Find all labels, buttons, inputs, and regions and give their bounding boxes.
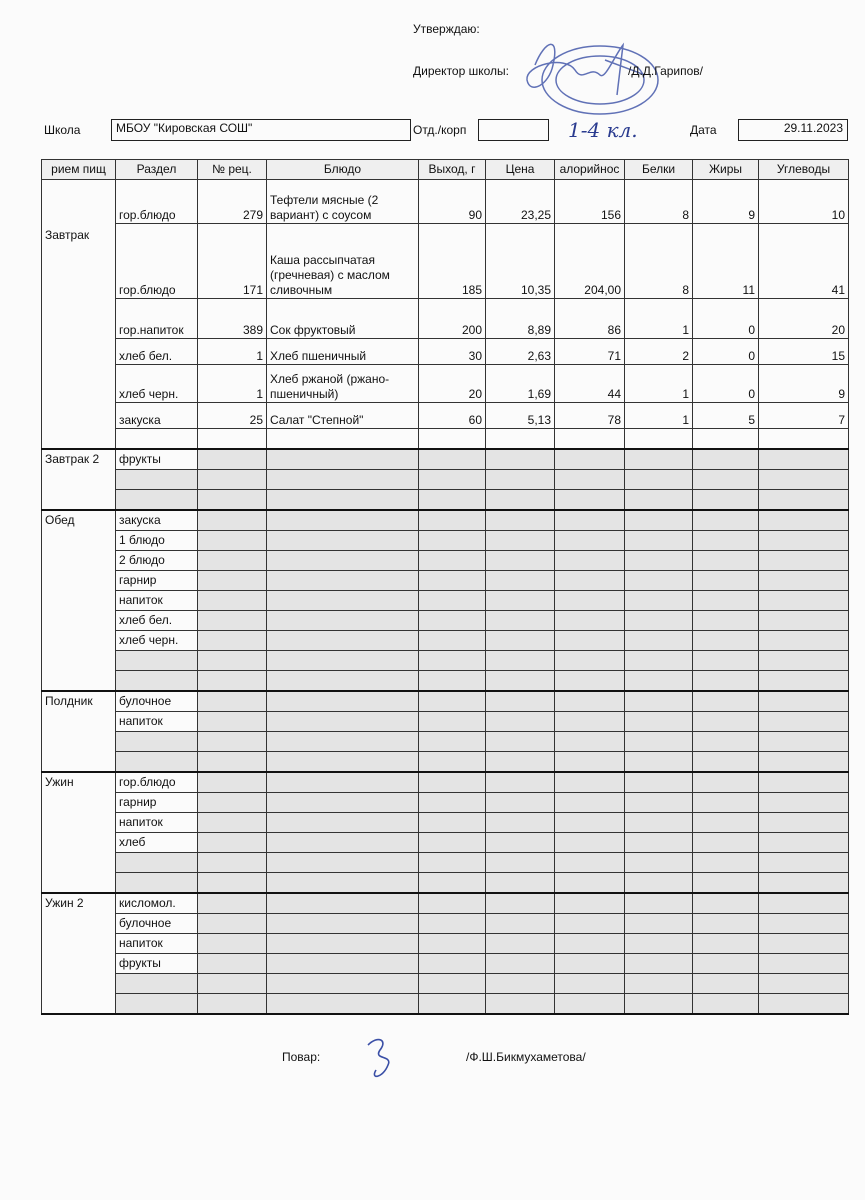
section-cell: булочное <box>116 691 198 712</box>
table-row <box>42 712 849 732</box>
fat-cell: 11 <box>693 224 759 299</box>
cook-name: /Ф.Ш.Бикмухаметова/ <box>466 1050 586 1064</box>
table-row <box>42 299 849 339</box>
recipe-cell: 1 <box>198 365 267 403</box>
fat-cell: 5 <box>693 403 759 429</box>
dish-cell: Каша рассыпчатая (гречневая) с маслом сливочным <box>267 224 419 299</box>
table-row <box>42 752 849 773</box>
recipe-cell: 25 <box>198 403 267 429</box>
dish-cell: Хлеб пшеничный <box>267 339 419 365</box>
protein-cell: 1 <box>625 403 693 429</box>
section-cell: гор.блюдо <box>116 772 198 793</box>
menu-table <box>41 159 849 1015</box>
kcal-cell: 78 <box>555 403 625 429</box>
carbs-cell: 15 <box>759 339 849 365</box>
class-note: 1-4 кл. <box>568 118 638 142</box>
section-cell: булочное <box>116 914 198 934</box>
col-yield: Выход, г <box>419 160 486 180</box>
section-cell: хлеб бел. <box>116 339 198 365</box>
section-cell: гор.напиток <box>116 299 198 339</box>
section-cell: хлеб бел. <box>116 611 198 631</box>
carbs-cell: 10 <box>759 180 849 224</box>
section-cell: кисломол. <box>116 893 198 914</box>
col-carbs: Углеводы <box>759 160 849 180</box>
protein-cell: 1 <box>625 299 693 339</box>
table-row <box>42 429 849 450</box>
cook-label: Повар: <box>282 1050 321 1064</box>
fat-cell: 9 <box>693 180 759 224</box>
table-row <box>42 551 849 571</box>
yield-cell: 30 <box>419 339 486 365</box>
protein-cell: 8 <box>625 224 693 299</box>
yield-cell: 90 <box>419 180 486 224</box>
director-name: /Д.Д.Гарипов/ <box>628 64 704 78</box>
table-row <box>42 365 849 403</box>
table-row <box>42 631 849 651</box>
col-meal: рием пищ <box>42 160 116 180</box>
section-cell: хлеб черн. <box>116 631 198 651</box>
carbs-cell: 41 <box>759 224 849 299</box>
protein-cell: 2 <box>625 339 693 365</box>
section-cell: 1 блюдо <box>116 531 198 551</box>
protein-cell: 1 <box>625 365 693 403</box>
dish-cell: Салат "Степной" <box>267 403 419 429</box>
price-cell: 5,13 <box>486 403 555 429</box>
table-row <box>42 180 849 224</box>
table-row <box>42 671 849 692</box>
approve-label: Утверждаю: <box>413 22 480 36</box>
table-row <box>42 470 849 490</box>
date-label: Дата <box>690 123 717 137</box>
date-field: 29.11.2023 <box>738 119 848 141</box>
fat-cell: 0 <box>693 299 759 339</box>
table-row <box>42 591 849 611</box>
recipe-cell: 389 <box>198 299 267 339</box>
recipe-cell: 279 <box>198 180 267 224</box>
fat-cell: 0 <box>693 339 759 365</box>
yield-cell: 200 <box>419 299 486 339</box>
kcal-cell: 44 <box>555 365 625 403</box>
dept-label: Отд./корп <box>413 123 467 137</box>
header-row <box>42 160 849 180</box>
protein-cell: 8 <box>625 180 693 224</box>
section-cell: напиток <box>116 712 198 732</box>
carbs-cell: 20 <box>759 299 849 339</box>
meal-dinner: Ужин <box>42 772 116 893</box>
yield-cell: 20 <box>419 365 486 403</box>
section-cell: напиток <box>116 934 198 954</box>
col-recipe: № рец. <box>198 160 267 180</box>
kcal-cell: 204,00 <box>555 224 625 299</box>
kcal-cell: 71 <box>555 339 625 365</box>
table-row <box>42 339 849 365</box>
col-dish: Блюдо <box>267 160 419 180</box>
table-row <box>42 873 849 894</box>
table-row <box>42 449 849 470</box>
table-row <box>42 893 849 914</box>
section-cell: гор.блюдо <box>116 224 198 299</box>
kcal-cell: 86 <box>555 299 625 339</box>
meal-dinner2: Ужин 2 <box>42 893 116 1014</box>
table-row <box>42 510 849 531</box>
section-cell: гарнир <box>116 571 198 591</box>
school-field: МБОУ "Кировская СОШ" <box>111 119 411 141</box>
recipe-cell: 171 <box>198 224 267 299</box>
col-section: Раздел <box>116 160 198 180</box>
table-row <box>42 611 849 631</box>
meal-lunch: Обед <box>42 510 116 691</box>
dept-field <box>478 119 549 141</box>
dish-cell: Сок фруктовый <box>267 299 419 339</box>
director-label: Директор школы: <box>413 64 509 78</box>
yield-cell: 185 <box>419 224 486 299</box>
recipe-cell: 1 <box>198 339 267 365</box>
fat-cell: 0 <box>693 365 759 403</box>
carbs-cell: 9 <box>759 365 849 403</box>
col-protein: Белки <box>625 160 693 180</box>
meal-snack: Полдник <box>42 691 116 772</box>
table-row <box>42 853 849 873</box>
section-cell: хлеб черн. <box>116 365 198 403</box>
section-cell: закуска <box>116 403 198 429</box>
table-row <box>42 691 849 712</box>
table-row <box>42 651 849 671</box>
dish-cell: Хлеб ржаной (ржано-пшеничный) <box>267 365 419 403</box>
table-row <box>42 974 849 994</box>
col-fat: Жиры <box>693 160 759 180</box>
section-cell: гор.блюдо <box>116 180 198 224</box>
table-row <box>42 571 849 591</box>
table-row <box>42 403 849 429</box>
table-row <box>42 833 849 853</box>
section-cell: напиток <box>116 813 198 833</box>
col-kcal: алорийнос <box>555 160 625 180</box>
table-row <box>42 490 849 511</box>
meal-breakfast2: Завтрак 2 <box>42 449 116 510</box>
table-row <box>42 914 849 934</box>
meal-breakfast: Завтрак <box>42 180 116 450</box>
section-cell: гарнир <box>116 793 198 813</box>
table-row <box>42 732 849 752</box>
price-cell: 10,35 <box>486 224 555 299</box>
section-cell: 2 блюдо <box>116 551 198 571</box>
table-row <box>42 954 849 974</box>
col-price: Цена <box>486 160 555 180</box>
table-row <box>42 994 849 1015</box>
table-row <box>42 531 849 551</box>
section-cell: закуска <box>116 510 198 531</box>
table-row <box>42 772 849 793</box>
price-cell: 2,63 <box>486 339 555 365</box>
table-row <box>42 813 849 833</box>
yield-cell: 60 <box>419 403 486 429</box>
price-cell: 8,89 <box>486 299 555 339</box>
section-cell: фрукты <box>116 449 198 470</box>
price-cell: 1,69 <box>486 365 555 403</box>
section-cell: фрукты <box>116 954 198 974</box>
table-row <box>42 934 849 954</box>
table-row <box>42 793 849 813</box>
kcal-cell: 156 <box>555 180 625 224</box>
price-cell: 23,25 <box>486 180 555 224</box>
section-cell: напиток <box>116 591 198 611</box>
carbs-cell: 7 <box>759 403 849 429</box>
cook-signature <box>358 1030 408 1090</box>
dish-cell: Тефтели мясные (2 вариант) с соусом <box>267 180 419 224</box>
section-cell: хлеб <box>116 833 198 853</box>
school-label: Школа <box>44 123 81 137</box>
table-row <box>42 224 849 299</box>
